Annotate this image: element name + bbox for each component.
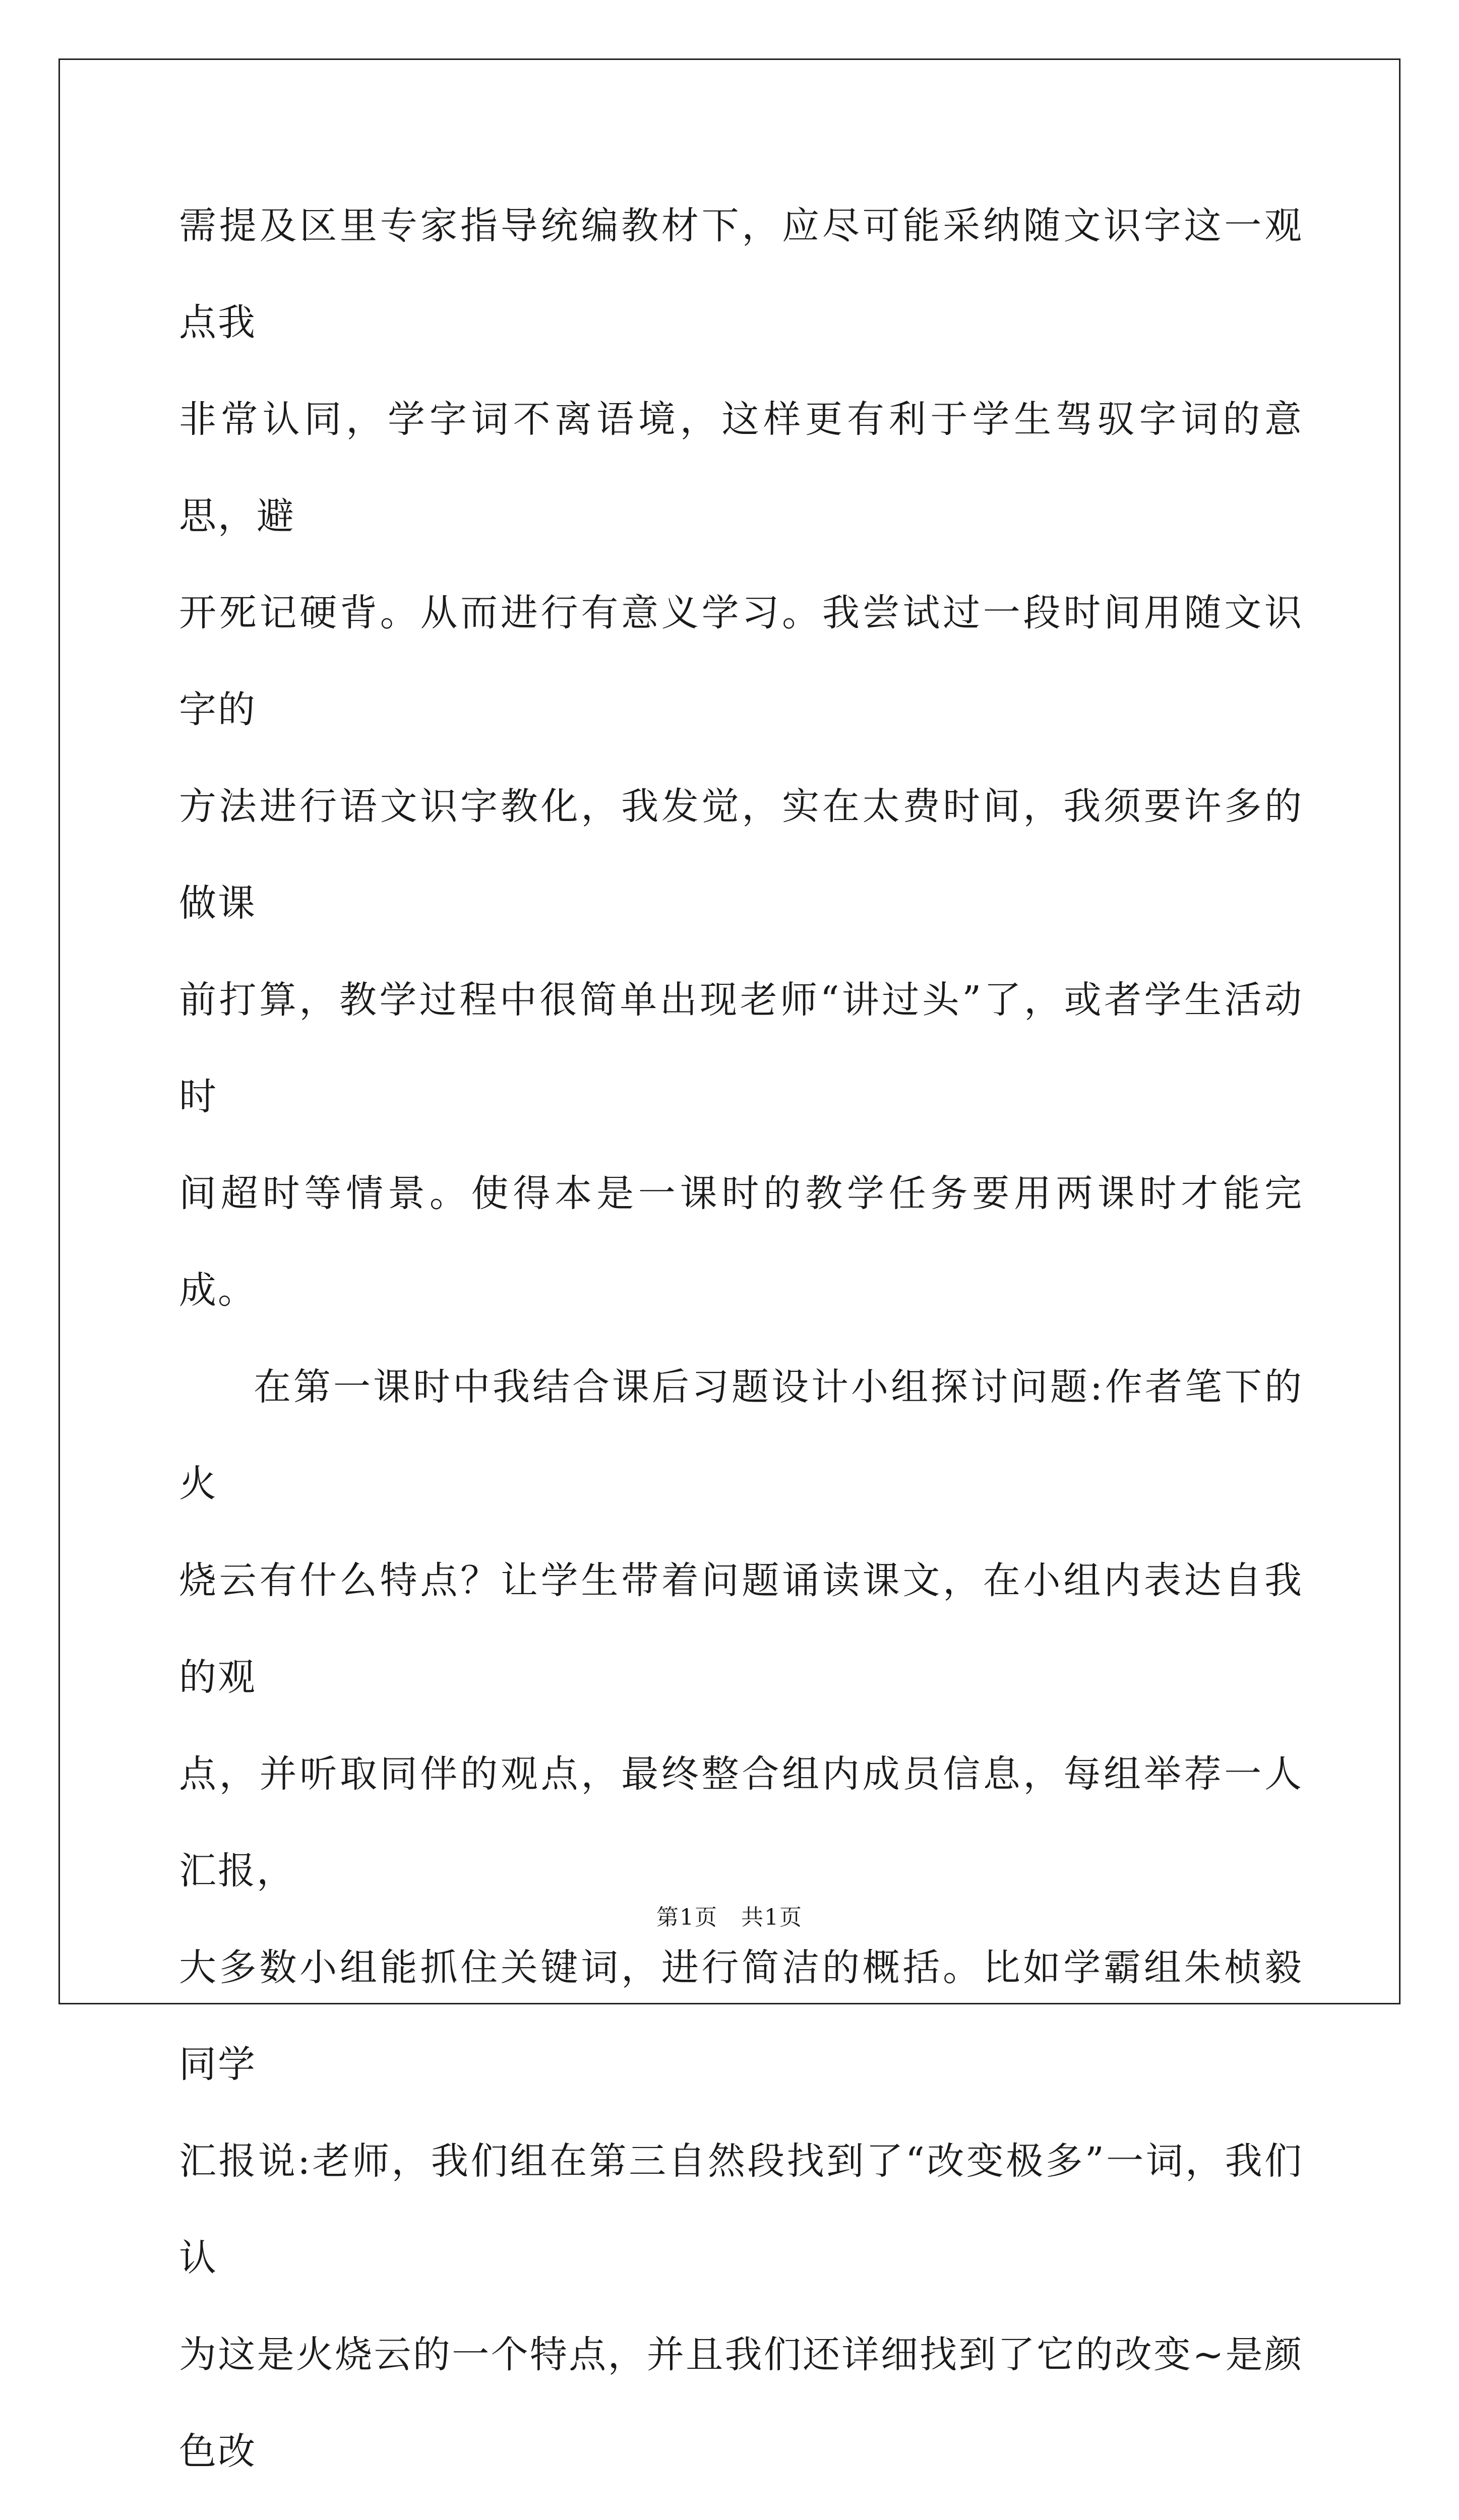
text-line: 需提及区里专家指导统编教材下，应尽可能采纳随文识字这一观点我 xyxy=(179,204,1303,344)
text-line: 非常认同，学字词不离语境，这样更有利于学生驾驭字词的意思，避 xyxy=(179,398,1303,538)
text-line: 前打算，教学过程中很简单出现老师“讲过头”了，或者学生活动时 xyxy=(179,978,1303,1118)
text-line: 在第一课时中我结合课后习题设计小组探讨问题:作者笔下的火 xyxy=(179,1365,1303,1505)
text-line: 为这是火烧云的一个特点，并且我们还详细找到了它的改变~是颜色改 xyxy=(179,2333,1303,2473)
page-number-footer: 第1页 共1页 xyxy=(656,1905,803,1930)
text-line: 点，并听取同伴的观点，最终整合组内成员信息，每组举荐一人汇报， xyxy=(179,1752,1303,1893)
paragraph-1 xyxy=(179,177,1303,1339)
text-line: 间超时等情景。使得本是一课时的教学任务要用两课时才能完成。 xyxy=(179,1172,1303,1312)
text-line: 烧云有什么特点？让学生带着问题诵读课文，在小组内表达自我的观 xyxy=(179,1559,1303,1699)
text-line: 方法进行语文识字教化，我发觉，实在太费时间，我须要许多的做课 xyxy=(179,785,1303,925)
text-line: 大多数小组能抓住关键词，进行简洁的概括。比如学霸组朱桢毅同学 xyxy=(179,1946,1303,2086)
document-body xyxy=(179,177,1303,2520)
text-line: 开死记硬背。从而进行有意义学习。我尝试过一段时间用随文识字的 xyxy=(179,591,1303,731)
text-line: 汇报说:老师，我们组在第三自然段找到了“改变极多”一词，我们认 xyxy=(179,2139,1303,2280)
